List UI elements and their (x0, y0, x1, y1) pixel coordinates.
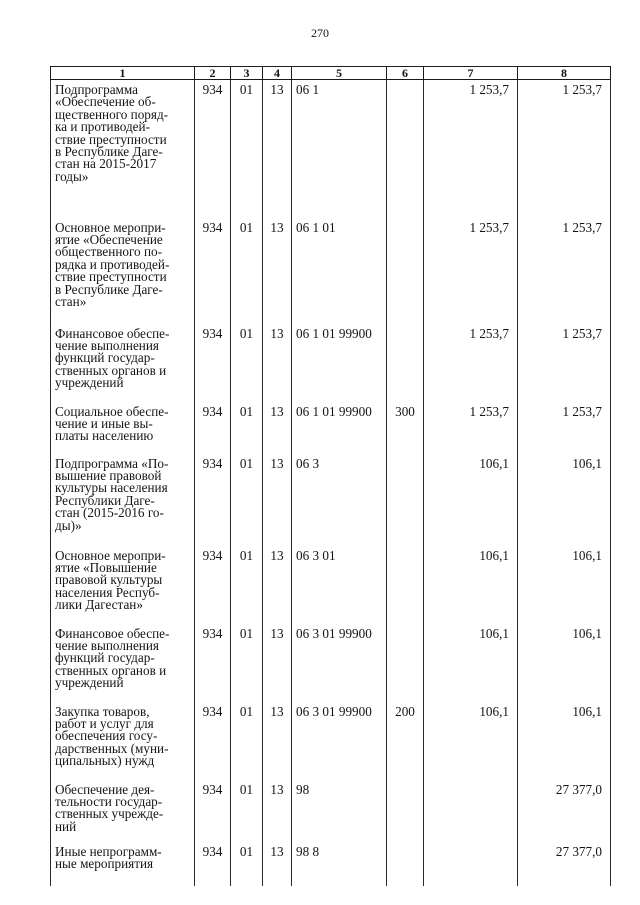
expense-type-cell (387, 624, 424, 702)
amount-col7-cell (424, 842, 518, 886)
amount-col8-cell: 27 377,0 (518, 780, 611, 842)
grbs-code-cell: 934 (195, 780, 231, 842)
row-name-line: стан (2015-2016 го- (55, 505, 164, 521)
subsection-code-cell: 13 (263, 624, 292, 702)
grbs-code-cell: 934 (195, 702, 231, 780)
table-row (51, 324, 611, 402)
row-name-line: работ и услуг для (55, 715, 154, 731)
row-name-line: платы населению (55, 428, 154, 444)
target-article-cell: 06 1 (292, 80, 387, 218)
target-article-cell: 06 3 (292, 454, 387, 546)
target-article-cell: 06 1 01 99900 (292, 324, 387, 402)
amount-col7-cell: 106,1 (424, 702, 518, 780)
section-code-cell: 01 (231, 454, 263, 546)
row-name-line: ствие преступности (55, 269, 167, 285)
amount-col8-cell: 1 253,7 (518, 324, 611, 402)
section-code-cell: 01 (231, 624, 263, 702)
expense-type-cell (387, 218, 424, 324)
table-row (51, 842, 611, 886)
row-name-line: в Республике Даге- (55, 281, 163, 297)
row-name-line: Подпрограмма «По- (55, 455, 169, 471)
section-code-cell: 01 (231, 546, 263, 624)
budget-table (50, 66, 611, 886)
row-name-cell (51, 780, 195, 842)
section-code-cell: 01 (231, 842, 263, 886)
section-code-cell: 01 (231, 218, 263, 324)
grbs-code-cell: 934 (195, 218, 231, 324)
amount-col7-cell: 106,1 (424, 546, 518, 624)
grbs-code-cell: 934 (195, 454, 231, 546)
row-name-line: стан» (55, 293, 87, 309)
row-name-line: функций государ- (55, 650, 155, 666)
row-name-line: культуры населения (55, 480, 168, 496)
column-header: 3 (231, 67, 263, 80)
row-name-line: учреждений (55, 675, 124, 691)
row-name-line: тельности государ- (55, 793, 163, 809)
row-name-line: дарственных (муни- (55, 740, 169, 756)
row-name-line: учреждений (55, 375, 124, 391)
subsection-code-cell: 13 (263, 402, 292, 454)
row-name-line: Республики Даге- (55, 492, 155, 508)
row-name-line: лики Дагестан» (55, 597, 143, 613)
table-row (51, 780, 611, 842)
target-article-cell: 06 3 01 (292, 546, 387, 624)
subsection-code-cell: 13 (263, 546, 292, 624)
expense-type-cell (387, 80, 424, 218)
expense-type-cell (387, 546, 424, 624)
column-header: 8 (518, 67, 611, 80)
row-name-line: чение выполнения (55, 337, 159, 353)
section-code-cell: 01 (231, 702, 263, 780)
page-number: 270 (311, 26, 329, 40)
amount-col7-cell: 106,1 (424, 624, 518, 702)
table-row (51, 454, 611, 546)
table-row (51, 218, 611, 324)
section-code-cell: 01 (231, 324, 263, 402)
column-header: 2 (195, 67, 231, 80)
row-name-cell (51, 842, 195, 886)
row-name-line: Основное меропри- (55, 219, 166, 235)
row-name-line: населения Респуб- (55, 584, 160, 600)
target-article-cell: 98 8 (292, 842, 387, 886)
row-name-cell (51, 218, 195, 324)
row-name-line: Социальное обеспе- (55, 403, 169, 419)
section-code-cell: 01 (231, 402, 263, 454)
row-name-line: ствие преступности (55, 131, 167, 147)
row-name-line: чение выполнения (55, 637, 159, 653)
expense-type-cell (387, 780, 424, 842)
row-name-line: ка и противодей- (55, 119, 150, 135)
row-name-line: ды)» (55, 517, 82, 533)
column-header: 7 (424, 67, 518, 80)
row-name-line: ственных учрежде- (55, 806, 164, 822)
target-article-cell: 06 1 01 (292, 218, 387, 324)
row-name-cell (51, 402, 195, 454)
subsection-code-cell: 13 (263, 454, 292, 546)
grbs-code-cell: 934 (195, 80, 231, 218)
row-name-line: рядка и противодей- (55, 256, 170, 272)
row-name-cell (51, 454, 195, 546)
amount-col7-cell: 1 253,7 (424, 324, 518, 402)
row-name-line: Основное меропри- (55, 547, 166, 563)
amount-col8-cell: 106,1 (518, 702, 611, 780)
section-code-cell: 01 (231, 80, 263, 218)
table-row (51, 80, 611, 218)
row-name-line: Финансовое обеспе- (55, 325, 170, 341)
row-name-line: годы» (55, 168, 89, 184)
table-row (51, 702, 611, 780)
row-name-line: Обеспечение дея- (55, 781, 155, 797)
row-name-line: Закупка товаров, (55, 703, 150, 719)
grbs-code-cell: 934 (195, 324, 231, 402)
grbs-code-cell: 934 (195, 546, 231, 624)
column-header: 5 (292, 67, 387, 80)
amount-col7-cell (424, 780, 518, 842)
amount-col8-cell: 106,1 (518, 546, 611, 624)
grbs-code-cell: 934 (195, 842, 231, 886)
row-name-line: ственных органов и (55, 362, 167, 378)
target-article-cell: 06 3 01 99900 (292, 702, 387, 780)
section-code-cell: 01 (231, 780, 263, 842)
row-name-line: ные мероприятия (55, 855, 154, 871)
row-name-line: стан на 2015-2017 (55, 156, 157, 172)
header-row (51, 67, 611, 80)
row-name-cell (51, 624, 195, 702)
column-header: 1 (51, 67, 195, 80)
row-name-line: «Обеспечение об- (55, 94, 156, 110)
target-article-cell: 98 (292, 780, 387, 842)
expense-type-cell (387, 324, 424, 402)
row-name-line: функций государ- (55, 350, 155, 366)
amount-col8-cell: 1 253,7 (518, 218, 611, 324)
subsection-code-cell: 13 (263, 780, 292, 842)
row-name-line: в Республике Даге- (55, 144, 163, 160)
subsection-code-cell: 13 (263, 218, 292, 324)
amount-col7-cell: 1 253,7 (424, 80, 518, 218)
row-name-line: ний (55, 818, 77, 834)
table-row (51, 546, 611, 624)
subsection-code-cell: 13 (263, 702, 292, 780)
row-name-cell (51, 80, 195, 218)
table-row (51, 624, 611, 702)
grbs-code-cell: 934 (195, 624, 231, 702)
amount-col8-cell: 1 253,7 (518, 80, 611, 218)
target-article-cell: 06 1 01 99900 (292, 402, 387, 454)
column-header: 4 (263, 67, 292, 80)
row-name-cell (51, 324, 195, 402)
amount-col7-cell: 1 253,7 (424, 402, 518, 454)
amount-col7-cell: 1 253,7 (424, 218, 518, 324)
row-name-line: правовой культуры (55, 572, 163, 588)
amount-col8-cell: 106,1 (518, 454, 611, 546)
row-name-line: ципальных) нужд (55, 753, 155, 769)
row-name-line: вышение правовой (55, 467, 162, 483)
expense-type-cell: 300 (387, 402, 424, 454)
row-name-line: Подпрограмма (55, 82, 139, 97)
row-name-line: общественного по- (55, 244, 162, 260)
row-name-line: обеспечения госу- (55, 728, 158, 744)
amount-col7-cell: 106,1 (424, 454, 518, 546)
subsection-code-cell: 13 (263, 80, 292, 218)
row-name-cell (51, 546, 195, 624)
amount-col8-cell: 27 377,0 (518, 842, 611, 886)
table-body (51, 80, 611, 886)
subsection-code-cell: 13 (263, 842, 292, 886)
table-row (51, 402, 611, 454)
row-name-line: чение и иные вы- (55, 415, 153, 431)
row-name-cell (51, 702, 195, 780)
target-article-cell: 06 3 01 99900 (292, 624, 387, 702)
expense-type-cell: 200 (387, 702, 424, 780)
row-name-line: ственных органов и (55, 662, 167, 678)
expense-type-cell (387, 842, 424, 886)
row-name-line: ятие «Обеспечение (55, 231, 163, 247)
grbs-code-cell: 934 (195, 402, 231, 454)
amount-col8-cell: 1 253,7 (518, 402, 611, 454)
row-name-line: Иные непрограмм- (55, 843, 162, 859)
row-name-line: Финансовое обеспе- (55, 625, 170, 641)
subsection-code-cell: 13 (263, 324, 292, 402)
amount-col8-cell: 106,1 (518, 624, 611, 702)
column-header: 6 (387, 67, 424, 80)
expense-type-cell (387, 454, 424, 546)
row-name-line: щественного поряд- (55, 106, 169, 122)
row-name-line: ятие «Повышение (55, 559, 157, 575)
